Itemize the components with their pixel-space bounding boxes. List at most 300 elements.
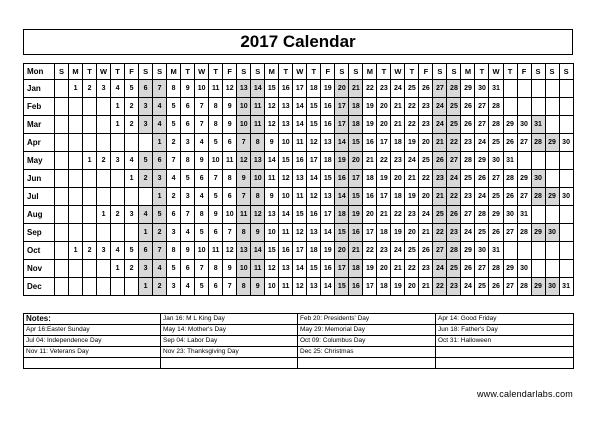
- day-cell: 15: [335, 224, 349, 242]
- day-cell: 8: [195, 206, 209, 224]
- empty-cell: [83, 224, 97, 242]
- day-cell: 28: [531, 134, 545, 152]
- day-cell: 14: [251, 80, 265, 98]
- day-cell: 5: [195, 278, 209, 296]
- day-cell: 27: [517, 188, 531, 206]
- day-cell: 30: [531, 170, 545, 188]
- month-row: [24, 206, 574, 224]
- day-cell: 12: [307, 134, 321, 152]
- empty-cell: [97, 278, 111, 296]
- weekday-header: S: [55, 64, 69, 80]
- day-cell: 18: [349, 116, 363, 134]
- day-cell: 10: [279, 134, 293, 152]
- day-cell: 18: [307, 242, 321, 260]
- day-cell: 11: [251, 260, 265, 278]
- day-cell: 11: [293, 134, 307, 152]
- day-cell: 14: [265, 152, 279, 170]
- day-cell: 19: [377, 170, 391, 188]
- day-cell: 25: [475, 224, 489, 242]
- day-cell: 30: [559, 134, 573, 152]
- weekday-header: T: [181, 64, 195, 80]
- weekday-header: W: [293, 64, 307, 80]
- day-cell: 16: [293, 152, 307, 170]
- weekday-header: S: [349, 64, 363, 80]
- day-cell: 27: [475, 260, 489, 278]
- day-cell: 31: [489, 80, 503, 98]
- weekday-header: F: [321, 64, 335, 80]
- empty-cell: [545, 98, 559, 116]
- empty-cell: [55, 242, 69, 260]
- day-cell: 31: [503, 152, 517, 170]
- holiday-note: Nov 11: Veterans Day: [24, 347, 161, 358]
- empty-cell: [83, 98, 97, 116]
- day-cell: 10: [223, 206, 237, 224]
- holiday-note: Apr 16:Easter Sunday: [24, 325, 161, 336]
- day-cell: 22: [405, 116, 419, 134]
- day-cell: 6: [167, 206, 181, 224]
- day-cell: 10: [265, 278, 279, 296]
- month-row: [24, 134, 574, 152]
- day-cell: 15: [307, 98, 321, 116]
- day-cell: 29: [517, 170, 531, 188]
- day-cell: 25: [405, 80, 419, 98]
- day-cell: 16: [321, 116, 335, 134]
- day-cell: 11: [251, 116, 265, 134]
- holiday-note: Jul 04: Independence Day: [24, 336, 161, 347]
- day-cell: 19: [363, 98, 377, 116]
- day-cell: 19: [405, 188, 419, 206]
- day-cell: 8: [167, 80, 181, 98]
- day-cell: 14: [251, 242, 265, 260]
- day-cell: 24: [475, 188, 489, 206]
- day-cell: 12: [293, 278, 307, 296]
- day-cell: 2: [111, 206, 125, 224]
- day-cell: 19: [363, 260, 377, 278]
- month-row: [24, 188, 574, 206]
- day-cell: 2: [153, 224, 167, 242]
- day-cell: 8: [167, 242, 181, 260]
- day-cell: 4: [153, 98, 167, 116]
- day-cell: 7: [195, 116, 209, 134]
- empty-cell: [83, 170, 97, 188]
- day-cell: 29: [503, 260, 517, 278]
- day-cell: 1: [97, 206, 111, 224]
- month-label: Mar: [24, 116, 55, 134]
- day-cell: 7: [237, 188, 251, 206]
- empty-cell: [545, 260, 559, 278]
- day-cell: 24: [391, 80, 405, 98]
- day-cell: 6: [139, 242, 153, 260]
- day-cell: 3: [167, 224, 181, 242]
- empty-cell: [559, 98, 573, 116]
- day-cell: 26: [503, 188, 517, 206]
- day-cell: 18: [391, 134, 405, 152]
- day-cell: 22: [447, 188, 461, 206]
- holiday-note: Jun 18: Father's Day: [436, 325, 574, 336]
- day-cell: 8: [237, 224, 251, 242]
- day-cell: 19: [405, 134, 419, 152]
- day-cell: 20: [335, 242, 349, 260]
- weekday-header: F: [419, 64, 433, 80]
- day-cell: 10: [279, 188, 293, 206]
- day-cell: 8: [237, 278, 251, 296]
- day-cell: 18: [335, 206, 349, 224]
- day-cell: 5: [195, 224, 209, 242]
- day-cell: 5: [167, 116, 181, 134]
- day-cell: 16: [321, 98, 335, 116]
- day-cell: 19: [363, 116, 377, 134]
- day-cell: 15: [265, 80, 279, 98]
- day-cell: 19: [321, 80, 335, 98]
- notes-table: [23, 313, 574, 369]
- day-cell: 20: [419, 188, 433, 206]
- day-cell: 17: [377, 134, 391, 152]
- day-cell: 31: [559, 278, 573, 296]
- weekday-header: S: [139, 64, 153, 80]
- holiday-note: May 14: Mother's Day: [161, 325, 298, 336]
- empty-cell: [503, 242, 517, 260]
- day-cell: 14: [307, 170, 321, 188]
- empty-cell: [559, 224, 573, 242]
- day-cell: 5: [167, 98, 181, 116]
- day-cell: 18: [307, 80, 321, 98]
- day-cell: 12: [237, 152, 251, 170]
- day-cell: 9: [265, 134, 279, 152]
- empty-cell: [559, 206, 573, 224]
- empty-cell: [69, 98, 83, 116]
- day-cell: 30: [545, 278, 559, 296]
- day-cell: 9: [265, 188, 279, 206]
- day-cell: 9: [237, 170, 251, 188]
- day-cell: 3: [181, 134, 195, 152]
- day-cell: 12: [223, 80, 237, 98]
- day-cell: 30: [517, 116, 531, 134]
- day-cell: 24: [461, 224, 475, 242]
- day-cell: 12: [223, 242, 237, 260]
- day-cell: 3: [97, 80, 111, 98]
- day-cell: 20: [335, 80, 349, 98]
- day-cell: 3: [111, 152, 125, 170]
- day-cell: 22: [433, 278, 447, 296]
- day-cell: 3: [153, 170, 167, 188]
- day-cell: 27: [447, 152, 461, 170]
- empty-cell: [125, 224, 139, 242]
- month-label: Jan: [24, 80, 55, 98]
- day-cell: 15: [265, 242, 279, 260]
- day-cell: 18: [377, 224, 391, 242]
- day-cell: 18: [391, 188, 405, 206]
- day-cell: 20: [405, 224, 419, 242]
- day-cell: 3: [139, 116, 153, 134]
- day-cell: 13: [279, 116, 293, 134]
- day-cell: 25: [433, 206, 447, 224]
- day-cell: 1: [153, 188, 167, 206]
- day-cell: 2: [83, 242, 97, 260]
- day-cell: 29: [475, 152, 489, 170]
- day-cell: 19: [391, 278, 405, 296]
- day-cell: 4: [153, 260, 167, 278]
- weekday-header: W: [195, 64, 209, 80]
- month-row: [24, 260, 574, 278]
- empty-cell: [69, 260, 83, 278]
- empty-cell: [55, 80, 69, 98]
- day-cell: 4: [181, 224, 195, 242]
- day-cell: 25: [419, 152, 433, 170]
- day-cell: 16: [279, 80, 293, 98]
- day-cell: 18: [377, 278, 391, 296]
- weekday-header: T: [209, 64, 223, 80]
- day-cell: 28: [517, 224, 531, 242]
- empty-cell: [55, 260, 69, 278]
- day-cell: 7: [223, 278, 237, 296]
- holiday-note: Sep 04: Labor Day: [161, 336, 298, 347]
- day-cell: 27: [433, 80, 447, 98]
- day-cell: 16: [279, 242, 293, 260]
- month-label: Sep: [24, 224, 55, 242]
- day-cell: 9: [195, 152, 209, 170]
- day-cell: 18: [363, 170, 377, 188]
- day-cell: 24: [433, 260, 447, 278]
- day-cell: 8: [181, 152, 195, 170]
- empty-cell: [83, 116, 97, 134]
- day-cell: 7: [181, 206, 195, 224]
- day-cell: 23: [447, 278, 461, 296]
- day-cell: 22: [391, 206, 405, 224]
- day-cell: 22: [405, 98, 419, 116]
- day-cell: 31: [489, 242, 503, 260]
- day-cell: 10: [237, 98, 251, 116]
- day-cell: 25: [447, 116, 461, 134]
- day-cell: 7: [209, 170, 223, 188]
- weekday-header: S: [335, 64, 349, 80]
- day-cell: 22: [405, 260, 419, 278]
- day-cell: 1: [125, 170, 139, 188]
- day-cell: 10: [265, 224, 279, 242]
- empty-cell: [83, 134, 97, 152]
- empty-cell: [55, 134, 69, 152]
- day-cell: 10: [237, 260, 251, 278]
- day-cell: 6: [181, 116, 195, 134]
- day-cell: 13: [237, 242, 251, 260]
- day-cell: 24: [447, 170, 461, 188]
- day-cell: 25: [475, 278, 489, 296]
- day-cell: 21: [377, 206, 391, 224]
- month-row: [24, 242, 574, 260]
- empty-cell: [69, 170, 83, 188]
- weekday-header-row: [24, 64, 574, 80]
- day-cell: 17: [335, 260, 349, 278]
- weekday-header: S: [251, 64, 265, 80]
- empty-cell: [55, 224, 69, 242]
- empty-cell: [83, 260, 97, 278]
- day-cell: 21: [433, 134, 447, 152]
- month-row: [24, 116, 574, 134]
- day-cell: 29: [489, 206, 503, 224]
- weekday-header: S: [545, 64, 559, 80]
- empty-cell: [545, 242, 559, 260]
- weekday-header: S: [447, 64, 461, 80]
- day-cell: 30: [545, 224, 559, 242]
- empty-cell: [517, 152, 531, 170]
- day-cell: 17: [335, 98, 349, 116]
- day-cell: 15: [307, 116, 321, 134]
- month-label: Apr: [24, 134, 55, 152]
- empty-cell: [69, 224, 83, 242]
- day-cell: 13: [307, 224, 321, 242]
- month-label: Aug: [24, 206, 55, 224]
- day-cell: 1: [69, 242, 83, 260]
- month-row: [24, 152, 574, 170]
- day-cell: 13: [251, 152, 265, 170]
- day-cell: 27: [503, 278, 517, 296]
- day-cell: 9: [223, 98, 237, 116]
- empty-cell: [545, 116, 559, 134]
- day-cell: 28: [489, 260, 503, 278]
- weekday-header: T: [475, 64, 489, 80]
- empty-cell: [545, 170, 559, 188]
- day-cell: 4: [195, 134, 209, 152]
- day-cell: 2: [167, 134, 181, 152]
- weekday-header: T: [503, 64, 517, 80]
- day-cell: 16: [307, 206, 321, 224]
- day-cell: 15: [349, 134, 363, 152]
- day-cell: 6: [223, 134, 237, 152]
- day-cell: 22: [377, 152, 391, 170]
- day-cell: 13: [321, 188, 335, 206]
- day-cell: 25: [447, 98, 461, 116]
- empty-cell: [517, 80, 531, 98]
- day-cell: 2: [125, 260, 139, 278]
- day-cell: 2: [125, 98, 139, 116]
- weekday-header: S: [153, 64, 167, 80]
- empty-cell: [83, 278, 97, 296]
- empty-cell: [69, 206, 83, 224]
- notes-label: Notes:: [24, 314, 161, 325]
- day-cell: 15: [349, 188, 363, 206]
- day-cell: 13: [279, 260, 293, 278]
- day-cell: 18: [321, 152, 335, 170]
- day-cell: 12: [307, 188, 321, 206]
- empty-cell: [517, 242, 531, 260]
- day-cell: 6: [153, 152, 167, 170]
- holiday-note: Feb 20: Presidents' Day: [298, 314, 436, 325]
- day-cell: 12: [265, 260, 279, 278]
- day-cell: 6: [209, 278, 223, 296]
- day-cell: 4: [111, 80, 125, 98]
- day-cell: 11: [279, 278, 293, 296]
- day-cell: 17: [321, 206, 335, 224]
- day-cell: 21: [419, 278, 433, 296]
- day-cell: 28: [503, 170, 517, 188]
- empty-cell: [545, 80, 559, 98]
- day-cell: 15: [279, 152, 293, 170]
- day-cell: 9: [181, 80, 195, 98]
- day-cell: 22: [419, 170, 433, 188]
- day-cell: 19: [335, 152, 349, 170]
- empty-cell: [559, 242, 573, 260]
- day-cell: 19: [391, 224, 405, 242]
- weekday-header: S: [559, 64, 573, 80]
- day-cell: 27: [489, 170, 503, 188]
- day-cell: 3: [139, 98, 153, 116]
- day-cell: 29: [503, 116, 517, 134]
- day-cell: 2: [97, 152, 111, 170]
- empty-cell: [83, 206, 97, 224]
- day-cell: 26: [503, 134, 517, 152]
- day-cell: 24: [391, 242, 405, 260]
- weekday-header: T: [377, 64, 391, 80]
- day-cell: 4: [125, 152, 139, 170]
- empty-cell: [55, 206, 69, 224]
- day-cell: 28: [461, 152, 475, 170]
- day-cell: 29: [545, 188, 559, 206]
- day-cell: 7: [153, 242, 167, 260]
- day-cell: 4: [195, 188, 209, 206]
- empty-cell: [69, 278, 83, 296]
- day-cell: 30: [489, 152, 503, 170]
- day-cell: 25: [489, 134, 503, 152]
- month-label: Jun: [24, 170, 55, 188]
- day-cell: 27: [461, 206, 475, 224]
- day-cell: 5: [167, 260, 181, 278]
- day-cell: 29: [531, 278, 545, 296]
- day-cell: 30: [559, 188, 573, 206]
- month-row: [24, 170, 574, 188]
- day-cell: 5: [153, 206, 167, 224]
- day-cell: 28: [517, 278, 531, 296]
- holiday-note: Dec 25: Christmas: [298, 347, 436, 358]
- day-cell: 8: [251, 134, 265, 152]
- day-cell: 3: [181, 188, 195, 206]
- day-cell: 3: [125, 206, 139, 224]
- day-cell: 24: [475, 134, 489, 152]
- day-cell: 14: [293, 98, 307, 116]
- day-cell: 11: [265, 170, 279, 188]
- day-cell: 20: [419, 134, 433, 152]
- day-cell: 8: [251, 188, 265, 206]
- day-cell: 23: [419, 260, 433, 278]
- weekday-header: W: [489, 64, 503, 80]
- day-cell: 5: [209, 188, 223, 206]
- day-cell: 4: [139, 206, 153, 224]
- empty-cell: [69, 188, 83, 206]
- day-cell: 1: [111, 116, 125, 134]
- weekday-header: M: [363, 64, 377, 80]
- month-label: Nov: [24, 260, 55, 278]
- day-cell: 29: [461, 242, 475, 260]
- empty-cell: [531, 98, 545, 116]
- weekday-header: W: [391, 64, 405, 80]
- day-cell: 29: [461, 80, 475, 98]
- day-cell: 26: [419, 242, 433, 260]
- day-cell: 5: [139, 152, 153, 170]
- day-cell: 13: [321, 134, 335, 152]
- day-cell: 10: [195, 80, 209, 98]
- day-cell: 25: [489, 188, 503, 206]
- day-cell: 25: [461, 170, 475, 188]
- day-cell: 10: [237, 116, 251, 134]
- day-cell: 24: [433, 98, 447, 116]
- empty-cell: [111, 224, 125, 242]
- day-cell: 11: [251, 98, 265, 116]
- day-cell: 7: [223, 224, 237, 242]
- calendar-title: 2017 Calendar: [23, 29, 573, 55]
- day-cell: 29: [531, 224, 545, 242]
- day-cell: 1: [153, 134, 167, 152]
- day-cell: 31: [531, 116, 545, 134]
- day-cell: 21: [405, 170, 419, 188]
- day-cell: 27: [433, 242, 447, 260]
